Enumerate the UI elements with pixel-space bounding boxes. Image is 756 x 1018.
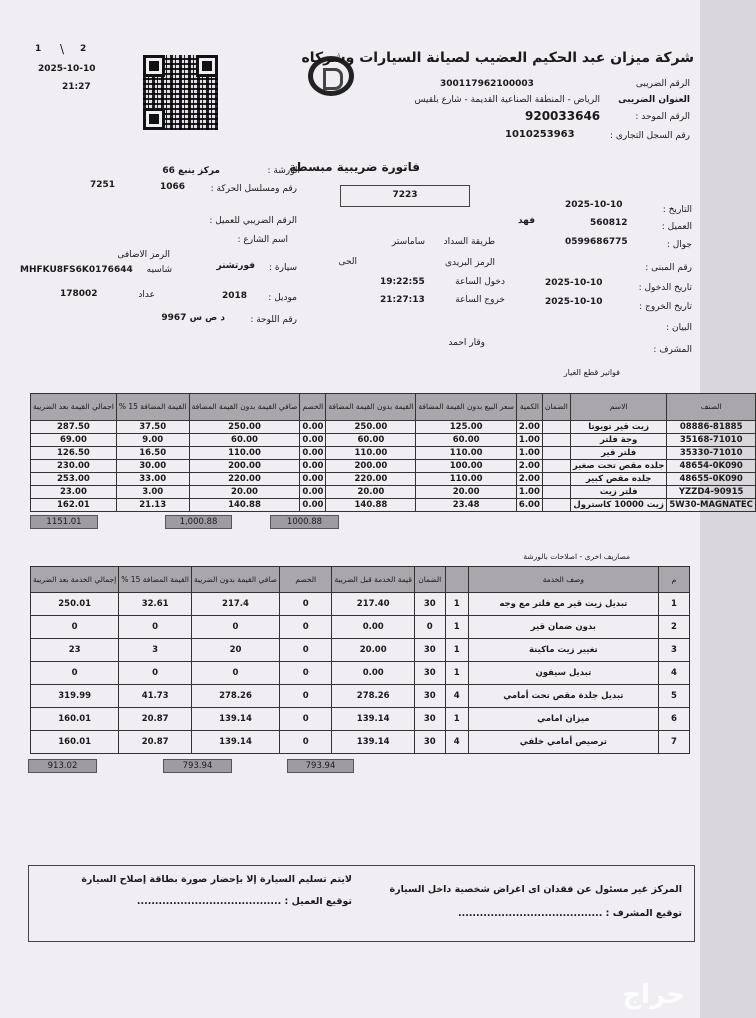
column-header: إجمالي الخدمة بعد الضريبة xyxy=(31,567,119,593)
table-cell: 16.50 xyxy=(116,447,189,460)
table-cell: 60.00 xyxy=(326,434,416,447)
exit-date: 2025-10-10 xyxy=(545,297,603,307)
table-cell: 30 xyxy=(414,731,445,754)
table-cell: 1 xyxy=(445,593,468,616)
table-cell: 1.00 xyxy=(516,486,542,499)
services-total-gross: 913.02 xyxy=(28,759,97,773)
table-cell: 30 xyxy=(414,708,445,731)
company-name: شركة ميزان عبد الحكيم العضيب لصيانة السيارات وشركاه xyxy=(301,50,694,66)
parts-total-net: 1,000.88 xyxy=(165,515,232,529)
services-total-value: 793.94 xyxy=(287,759,354,773)
page-total: 2 xyxy=(80,44,87,54)
table-cell xyxy=(542,460,570,473)
entry-date: 2025-10-10 xyxy=(545,278,603,288)
table-cell: 23 xyxy=(31,639,119,662)
table-row xyxy=(31,662,690,685)
column-header xyxy=(445,567,468,593)
statement-label: البيان : xyxy=(666,323,692,333)
table-cell: 0 xyxy=(279,639,332,662)
table-cell: 1 xyxy=(445,616,468,639)
district-label: الحى xyxy=(338,257,357,267)
cr-label: رقم السجل التجارى : xyxy=(609,131,690,141)
table-row xyxy=(31,486,756,499)
chassis: MHFKU8FS6K0176644 xyxy=(20,265,133,275)
table-cell: 5W30-MAGNATEC xyxy=(667,499,756,512)
table-cell: 20.87 xyxy=(119,708,192,731)
table-cell: 30 xyxy=(414,662,445,685)
table-cell: 32.61 xyxy=(119,593,192,616)
table-cell: 48654-0K090 xyxy=(667,460,756,473)
odometer: 178002 xyxy=(60,289,98,299)
table-cell: 110.00 xyxy=(416,473,517,486)
table-cell: 60.00 xyxy=(416,434,517,447)
table-cell: 30 xyxy=(414,639,445,662)
page-current: 1 xyxy=(35,44,42,54)
table-row xyxy=(31,731,690,754)
car: فورتشنر xyxy=(216,261,255,271)
client-id: 560812 xyxy=(590,218,628,228)
tax-label: الرقم الضريبى xyxy=(635,79,690,89)
table-cell: جلده مقص تحت صغير xyxy=(570,460,666,473)
table-cell: 9.00 xyxy=(116,434,189,447)
table-cell: 139.14 xyxy=(332,731,414,754)
page-separator: \ xyxy=(60,42,65,56)
table-row xyxy=(31,447,756,460)
table-cell: 139.14 xyxy=(192,708,280,731)
table-cell: 0.00 xyxy=(300,434,326,447)
client-label: العميل : xyxy=(661,222,692,232)
chassis-label: شاسيه xyxy=(146,265,172,275)
client-name: فهد xyxy=(517,216,535,226)
table-cell: 110.00 xyxy=(189,447,300,460)
table-cell: 4 xyxy=(445,685,468,708)
table-cell: 0 xyxy=(31,662,119,685)
table-cell: 08886-81885 xyxy=(667,421,756,434)
table-cell: 0 xyxy=(279,593,332,616)
table-cell xyxy=(542,486,570,499)
table-cell: ميزان امامي xyxy=(468,708,658,731)
table-cell: 217.40 xyxy=(332,593,414,616)
table-cell: 3 xyxy=(658,639,689,662)
table-cell: 278.26 xyxy=(192,685,280,708)
table-row xyxy=(31,473,756,486)
table-cell: 0 xyxy=(279,685,332,708)
table-cell: 2.00 xyxy=(516,460,542,473)
table-cell: 160.01 xyxy=(31,731,119,754)
column-header: الخصم xyxy=(300,394,326,421)
table-cell: 0.00 xyxy=(332,662,414,685)
table-cell: 48655-0K090 xyxy=(667,473,756,486)
table-row xyxy=(31,421,756,434)
table-cell: 1 xyxy=(445,662,468,685)
table-cell: 37.50 xyxy=(116,421,189,434)
table-cell: 3 xyxy=(119,639,192,662)
table-cell: 6.00 xyxy=(516,499,542,512)
table-cell: 0 xyxy=(31,616,119,639)
column-header: اجمالي القيمة بعد الضريبة xyxy=(31,394,117,421)
table-row xyxy=(31,460,756,473)
table-cell: بدون ضمان قير xyxy=(468,616,658,639)
table-cell: 20.00 xyxy=(416,486,517,499)
table-cell: 0 xyxy=(192,662,280,685)
table-cell: 20.87 xyxy=(119,731,192,754)
table-cell: 0.00 xyxy=(300,473,326,486)
plate-label: رقم اللوحة : xyxy=(250,315,297,325)
table-cell: 140.88 xyxy=(189,499,300,512)
movement-serial: 7251 xyxy=(90,180,116,190)
column-header: صافي القيمة بدون الضريبة xyxy=(192,567,280,593)
table-cell: 1 xyxy=(658,593,689,616)
table-cell: 250.00 xyxy=(189,421,300,434)
table-cell: 35168-71010 xyxy=(667,434,756,447)
print-date: 2025-10-10 xyxy=(38,64,96,74)
building-label: رقم المبنى : xyxy=(645,263,692,273)
tax-number: 300117962100003 xyxy=(440,79,534,89)
payment-label: طريقة السداد xyxy=(443,237,495,247)
table-cell: 0.00 xyxy=(300,460,326,473)
table-row xyxy=(31,499,756,512)
table-cell: ترصيص أمامي خلفي xyxy=(468,731,658,754)
column-header: القيمة بدون القيمة المضافة xyxy=(326,394,416,421)
unified-label: الرقم الموحد : xyxy=(635,112,690,122)
table-cell xyxy=(542,473,570,486)
table-cell: 0 xyxy=(192,616,280,639)
table-cell: 2 xyxy=(658,616,689,639)
table-cell: فلتر قير xyxy=(570,447,666,460)
table-cell: 0.00 xyxy=(300,421,326,434)
table-cell: 200.00 xyxy=(189,460,300,473)
print-time: 21:27 xyxy=(62,82,91,92)
table-cell: 2.00 xyxy=(516,473,542,486)
table-cell: 3.00 xyxy=(116,486,189,499)
client-tax-label: الرقم الضريبي للعميل : xyxy=(209,216,297,226)
table-cell: 250.01 xyxy=(31,593,119,616)
services-title: مصاريف اخرى - اصلاحات بالورشة xyxy=(523,552,630,561)
unified-number: 920033646 xyxy=(525,109,601,123)
workshop: مركز ينبع 66 xyxy=(162,166,220,176)
table-cell: 20 xyxy=(192,639,280,662)
table-cell: 23.00 xyxy=(31,486,117,499)
entry-time: 19:22:55 xyxy=(380,277,425,287)
cr-number: 1010253963 xyxy=(505,129,575,140)
table-row xyxy=(31,434,756,447)
column-header: وصف الخدمة xyxy=(468,567,658,593)
table-cell: 100.00 xyxy=(416,460,517,473)
qr-code xyxy=(143,55,218,130)
table-cell: 220.00 xyxy=(326,473,416,486)
haraj-watermark: حراج xyxy=(622,980,685,1010)
client-signature: توقيع العميل : ........................................ xyxy=(136,896,352,907)
mobile: 0599686775 xyxy=(565,237,628,247)
column-header: قيمة الخدمة قبل الضريبة xyxy=(332,567,414,593)
table-cell: تبديل جلدة مقص تحت أمامي xyxy=(468,685,658,708)
table-cell: تغيير زيت ماكينة xyxy=(468,639,658,662)
column-header: القيمة المضافة 15 % xyxy=(119,567,192,593)
column-header: الضمان xyxy=(542,394,570,421)
table-cell: وجة فلتر xyxy=(570,434,666,447)
entry-label: تاريخ الدخول : xyxy=(638,283,692,293)
table-cell: 30 xyxy=(414,685,445,708)
table-cell: 160.01 xyxy=(31,708,119,731)
parts-total-value: 1000.88 xyxy=(270,515,339,529)
supervisor-label: المشرف : xyxy=(653,345,692,355)
table-cell: زيت 10000 كاسترول xyxy=(570,499,666,512)
table-cell: 1.00 xyxy=(516,434,542,447)
table-cell: 7 xyxy=(658,731,689,754)
table-cell: تبديل زيت قير مع فلتر مع وجه xyxy=(468,593,658,616)
table-cell: 5 xyxy=(658,685,689,708)
column-header: الاسم xyxy=(570,394,666,421)
table-cell: 110.00 xyxy=(416,447,517,460)
invoice-number: 7223 xyxy=(392,190,418,200)
table-cell: 90915-YZZD4 xyxy=(667,486,756,499)
date-label: التاريخ : xyxy=(662,205,692,215)
parts-total-gross: 1151.01 xyxy=(30,515,98,529)
table-cell: 1 xyxy=(445,708,468,731)
table-row xyxy=(31,616,690,639)
table-cell: 4 xyxy=(445,731,468,754)
table-cell: 0.00 xyxy=(332,616,414,639)
table-cell: 230.00 xyxy=(31,460,117,473)
column-header: الخصم xyxy=(279,567,332,593)
column-header: الضمان xyxy=(414,567,445,593)
car-label: سيارة : xyxy=(269,263,297,273)
table-cell: 139.14 xyxy=(332,708,414,731)
table-cell: 0 xyxy=(279,731,332,754)
table-cell: 200.00 xyxy=(326,460,416,473)
table-cell: 287.50 xyxy=(31,421,117,434)
table-cell xyxy=(542,421,570,434)
table-cell: 0.00 xyxy=(300,499,326,512)
table-cell: جلده مقص كبير xyxy=(570,473,666,486)
table-cell: فلتر زيت xyxy=(570,486,666,499)
parts-title: فواتير قطع الغيار xyxy=(563,368,620,377)
table-cell: 0 xyxy=(279,662,332,685)
column-header: صافي القيمة بدون القيمة المضافة xyxy=(189,394,300,421)
column-header: القيمة المضافة 15 % xyxy=(116,394,189,421)
table-cell: 0 xyxy=(414,616,445,639)
footer-note-liability: المركز غير مسئول عن فقدان اى اغراض شخصية داخل السيارة xyxy=(389,884,682,895)
parts-table xyxy=(30,393,756,512)
table-row xyxy=(31,639,690,662)
invoice-title: فاتورة ضريبية مبسطة xyxy=(289,160,420,174)
table-cell: 162.01 xyxy=(31,499,117,512)
table-cell: 139.14 xyxy=(192,731,280,754)
table-cell: 69.00 xyxy=(31,434,117,447)
table-cell: 220.00 xyxy=(189,473,300,486)
table-cell: 0.00 xyxy=(300,486,326,499)
table-cell: 30 xyxy=(414,593,445,616)
table-cell: 253.00 xyxy=(31,473,117,486)
column-header: الصنف xyxy=(667,394,756,421)
invoice-number-box xyxy=(340,185,470,207)
table-cell: 126.50 xyxy=(31,447,117,460)
payment: ساماستر xyxy=(391,237,425,247)
model-label: موديل : xyxy=(268,293,297,303)
table-cell: 21.13 xyxy=(116,499,189,512)
table-row xyxy=(31,708,690,731)
table-cell: 0 xyxy=(119,616,192,639)
table-cell: 23.48 xyxy=(416,499,517,512)
table-cell: 140.88 xyxy=(326,499,416,512)
footer-box xyxy=(28,865,695,942)
column-header: الكمية xyxy=(516,394,542,421)
supervisor-signature: توقيع المشرف : ........................................ xyxy=(458,908,682,919)
column-header: سعر البيع بدون القيمة المضافة xyxy=(416,394,517,421)
table-cell: 278.26 xyxy=(332,685,414,708)
table-cell xyxy=(542,499,570,512)
model: 2018 xyxy=(222,291,248,301)
table-cell xyxy=(542,434,570,447)
table-row xyxy=(31,685,690,708)
odometer-label: عداد xyxy=(138,290,155,300)
table-row xyxy=(31,593,690,616)
table-cell: 1.00 xyxy=(516,447,542,460)
table-cell: تبديل سيفون xyxy=(468,662,658,685)
table-cell: 35330-71010 xyxy=(667,447,756,460)
table-cell: 60.00 xyxy=(189,434,300,447)
exit-time-label: خروج الساعة xyxy=(455,295,505,305)
address: الرياض - المنطقة الصناعية القديمة - شارع بلقيس xyxy=(414,95,600,105)
mobile-label: جوال : xyxy=(666,240,692,250)
table-cell: 20.00 xyxy=(189,486,300,499)
table-cell: 20.00 xyxy=(326,486,416,499)
column-header: م xyxy=(658,567,689,593)
table-cell: 250.00 xyxy=(326,421,416,434)
address-label: العنوان الضريبى xyxy=(618,95,690,105)
table-cell: 110.00 xyxy=(326,447,416,460)
table-cell xyxy=(542,447,570,460)
street-label: اسم الشارع : xyxy=(237,235,288,245)
table-cell: 0 xyxy=(279,708,332,731)
extra-code-label: الرمز الاضافى xyxy=(117,250,170,260)
table-cell: 0.00 xyxy=(300,447,326,460)
table-cell: 30.00 xyxy=(116,460,189,473)
movement-no: 1066 xyxy=(160,182,186,192)
table-cell: 6 xyxy=(658,708,689,731)
workshop-label: الورشة : xyxy=(267,166,300,176)
table-cell: 1 xyxy=(445,639,468,662)
postal-label: الرمز البريدى xyxy=(444,258,495,268)
entry-time-label: دخول الساعة xyxy=(455,277,505,287)
table-cell: 41.73 xyxy=(119,685,192,708)
plate: د ص س 9967 xyxy=(161,313,225,323)
table-cell: 0 xyxy=(279,616,332,639)
services-table xyxy=(30,566,690,754)
table-cell: 20.00 xyxy=(332,639,414,662)
table-cell: 319.99 xyxy=(31,685,119,708)
date: 2025-10-10 xyxy=(565,200,623,210)
supervisor: وقار احمد xyxy=(448,338,485,348)
services-total-net: 793.94 xyxy=(163,759,232,773)
exit-time: 21:27:13 xyxy=(380,295,425,305)
footer-note-delivery: لايتم تسليم السيارة إلا بإحضار صورة بطاقة إصلاح السيارة xyxy=(81,874,352,885)
table-cell: زيت قير تويوتا xyxy=(570,421,666,434)
exit-label: تاريخ الخروج : xyxy=(639,302,692,312)
table-cell: 2.00 xyxy=(516,421,542,434)
table-cell: 0 xyxy=(119,662,192,685)
table-cell: 217.4 xyxy=(192,593,280,616)
table-cell: 125.00 xyxy=(416,421,517,434)
table-cell: 4 xyxy=(658,662,689,685)
movement-label: رقم ومسلسل الحركة : xyxy=(210,184,297,194)
table-cell: 33.00 xyxy=(116,473,189,486)
